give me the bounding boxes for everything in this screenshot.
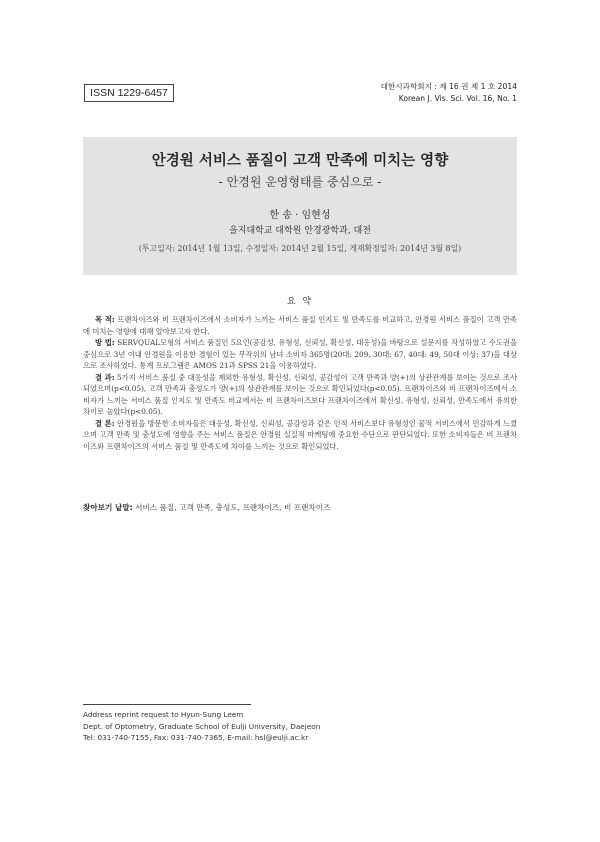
paper-title: 안경원 서비스 품질이 고객 만족에 미치는 영향 xyxy=(151,153,449,169)
abstract-heading: 요 약 xyxy=(286,297,314,307)
abstract-methods xyxy=(83,337,517,372)
methods-text: SERVQUAL모형의 서비스 품질인 5요인(공감성, 유형성, 신뢰성, 확신성, 대응성)을 바탕으로 설문지를 작성하였고 수도권을 중심으로 3년 이내 안경원을 이용한 경험이 있는 무작위의 남녀 소비자 365명(20대: 209, 30대: 67, 40대: 49, 50대 이상: 37)을 대상으로 조사하였다. 통계 프로그램은 AMOS 21과 SPSS 21을 이용하였다. xyxy=(83,338,518,371)
title-block xyxy=(83,137,517,275)
abstract-purpose xyxy=(83,314,517,337)
footnote-department: Dept. of Optometry, Graduate School of Eulji University, Daejeon xyxy=(83,721,321,731)
footnote-reprint: Address reprint request to Hyun-Sung Leem xyxy=(83,710,244,719)
purpose-text: 프랜차이즈와 비 프랜차이즈에서 소비자가 느끼는 서비스 품질 인지도 및 만족도를 비교하고, 안경원 서비스 품질이 고객 만족에 미치는 영향에 대해 알아보고자 한다. xyxy=(83,315,517,336)
footnote-divider xyxy=(83,704,251,705)
journal-english-line: Korean J. Vis. Sci. Vol. 16, No. 1 xyxy=(398,94,517,103)
results-label: 결 과: xyxy=(95,372,115,382)
keywords-text: 서비스 품질, 고객 만족, 충성도, 프랜차이즈, 비 프랜차이즈 xyxy=(135,503,331,512)
conclusion-text: 안경원을 방문한 소비자들은 대응성, 확신성, 신뢰성, 공감성과 같은 인적 서비스보다 유형성인 물적 서비스에서 민감하게 느꼈으며 고객 만족 및 충성도에 영향을 주는 서비스 품질은 안경원 실질적 마케팅에 중요한 수단으로 판단되었다. 또한 소비자들은 비 프랜차이즈와 프랜차이즈의 서비스 품질 및 만족도에 차이를 느끼는 것으로 확인되었다. xyxy=(83,418,518,452)
conclusion-label: 결 론: xyxy=(95,418,115,428)
keywords-label: 찾아보기 낱말: xyxy=(83,503,133,512)
authors: 한 송 · 임현성 xyxy=(269,210,331,221)
footnote-contact: Tel: 031-740-7155, Fax: 031-740-7365, E-mail: hsl@eulji.ac.kr xyxy=(83,733,309,742)
paper-subtitle: - 안경원 운영형태를 중심으로 - xyxy=(218,175,382,189)
keywords xyxy=(83,502,517,513)
journal-info xyxy=(381,81,517,105)
methods-label: 방 법: xyxy=(95,338,115,348)
journal-korean-line: 대한시과학회지 : 제 16 권 제 1 호 2014 xyxy=(380,82,517,91)
abstract-conclusion xyxy=(83,418,517,453)
purpose-label: 목 적: xyxy=(95,315,115,324)
results-text: 5가지 서비스 품질 중 대응성을 제외한 유형성, 확신성, 신뢰성, 공감성이 고객 만족과 양(+)의 상관관계를 보이는 것으로 조사되었으며(p<0.05), 고객 만족과 충성도가 양(+)의 상관관계를 보이는 것으로 확인되었다(p<0.05). 프랜차이즈와 비 프랜차이즈에서 소비자가 느끼는 서비스 품질 인지도 및 만족도 비교에서는 비 프랜차이즈보다 프랜차이즈에서 확신성, 유형성, 신뢰성, 만족도에서 유의한 차이로 높았다(p<0.05). xyxy=(83,372,518,417)
issn-box: ISSN 1229-6457 xyxy=(84,84,174,102)
abstract-body xyxy=(83,314,517,453)
abstract-results xyxy=(83,372,517,418)
affiliation: 을지대학교 대학원 안경광학과, 대전 xyxy=(229,226,371,236)
footnote xyxy=(83,709,517,744)
submission-dates: (투고일자: 2014년 1월 13일, 수정일자: 2014년 2월 15일, 게재확정일자: 2014년 3월 8일) xyxy=(138,244,462,253)
